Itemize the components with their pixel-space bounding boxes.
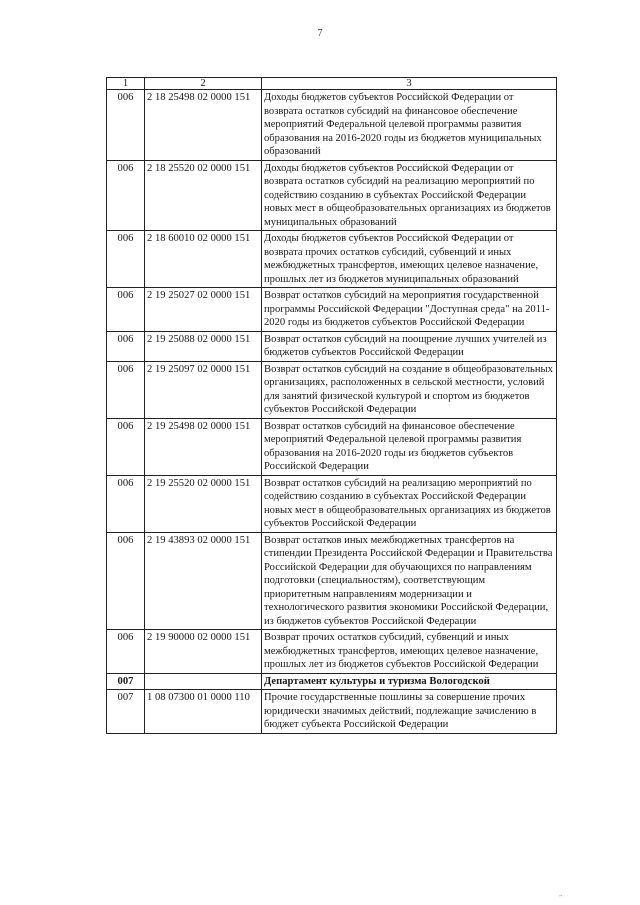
table-row: [107, 231, 557, 288]
admin-code-cell: 006: [107, 630, 145, 674]
table-row: [107, 361, 557, 418]
page-number: 7: [317, 28, 323, 39]
budget-code-cell: 2 19 90000 02 0000 151: [145, 630, 262, 674]
admin-code-cell: 006: [107, 288, 145, 332]
budget-code-cell: 2 19 43893 02 0000 151: [145, 532, 262, 630]
budget-code-cell: 2 19 25520 02 0000 151: [145, 475, 262, 532]
description-cell: Возврат остатков субсидий на реализацию мероприятий по содействию созданию в субъектах Российской Федерации новых мест в общеобразовательных организациях из бюджетов субъектов Российской Федерации: [262, 475, 557, 532]
table-header-row: [107, 78, 557, 90]
table-row: [107, 90, 557, 161]
admin-code-cell: 006: [107, 231, 145, 288]
admin-code-cell: 006: [107, 160, 145, 231]
table-row: [107, 673, 557, 690]
admin-code-cell: 006: [107, 90, 145, 161]
description-cell: Возврат прочих остатков субсидий, субвенций и иных межбюджетных трансфертов, имеющих целевое назначение, прошлых лет из бюджетов субъектов Российской Федерации: [262, 630, 557, 674]
admin-code-cell: 007: [107, 673, 145, 690]
budget-code-cell: 1 08 07300 01 0000 110: [145, 690, 262, 734]
table-body: [107, 90, 557, 734]
budget-code-cell: 2 19 25097 02 0000 151: [145, 361, 262, 418]
budget-code-cell: [145, 673, 262, 690]
table-row: [107, 475, 557, 532]
table-row: [107, 160, 557, 231]
description-cell: Доходы бюджетов субъектов Российской Федерации от возврата прочих остатков субсидий, субвенций и иных межбюджетных трансфертов, имеющих целевое назначение, прошлых лет из бюджетов муниципальных образований: [262, 231, 557, 288]
admin-code-cell: 006: [107, 331, 145, 361]
description-cell: Возврат остатков иных межбюджетных трансфертов на стипендии Президента Российской Федерации и Правительства Российской Федерации для обучающихся по направлениям подготовки (специальностям), соответствующим приоритетным направлениям модернизации и технологического развития экономики Российской Федерации, из бюджетов субъектов Российской Федерации: [262, 532, 557, 630]
description-cell: Возврат остатков субсидий на финансовое обеспечение мероприятий Федеральной целевой программы развития образования на 2016-2020 годы из бюджетов субъектов Российской Федерации: [262, 418, 557, 475]
table-row: [107, 288, 557, 332]
budget-code-cell: 2 19 25088 02 0000 151: [145, 331, 262, 361]
header-col-1: 1: [107, 78, 145, 90]
table-row: [107, 331, 557, 361]
description-cell: Возврат остатков субсидий на создание в общеобразовательных организациях, расположенных в сельской местности, условий для занятий физической культурой и спортом из бюджетов субъектов Российской Федерации: [262, 361, 557, 418]
admin-code-cell: 006: [107, 532, 145, 630]
budget-code-cell: 2 19 25498 02 0000 151: [145, 418, 262, 475]
header-col-3: 3: [262, 78, 557, 90]
description-cell: Возврат остатков субсидий на мероприятия государственной программы Российской Федерации "Доступная среда" на 2011-2020 годы из бюджетов субъектов Российской Федерации: [262, 288, 557, 332]
admin-code-cell: 006: [107, 475, 145, 532]
admin-code-cell: 007: [107, 690, 145, 734]
admin-code-cell: 006: [107, 418, 145, 475]
description-cell: Возврат остатков субсидий на поощрение лучших учителей из бюджетов субъектов Российской Федерации: [262, 331, 557, 361]
budget-code-cell: 2 19 25027 02 0000 151: [145, 288, 262, 332]
description-cell: Доходы бюджетов субъектов Российской Федерации от возврата остатков субсидий на реализацию мероприятий по содействию созданию в субъектах Российской Федерации новых мест в общеобразовательных организациях из бюджетов муниципальных образований: [262, 160, 557, 231]
table-row: [107, 532, 557, 630]
table-row: [107, 418, 557, 475]
budget-code-cell: 2 18 60010 02 0000 151: [145, 231, 262, 288]
description-cell: Доходы бюджетов субъектов Российской Федерации от возврата остатков субсидий на финансовое обеспечение мероприятий Федеральной целевой программы развития образования на 2016-2020 годы из бюджетов муниципальных образований: [262, 90, 557, 161]
budget-code-cell: 2 18 25498 02 0000 151: [145, 90, 262, 161]
header-col-2: 2: [145, 78, 262, 90]
budget-code-cell: 2 18 25520 02 0000 151: [145, 160, 262, 231]
table-row: [107, 690, 557, 734]
admin-code-cell: 006: [107, 361, 145, 418]
description-cell: Прочие государственные пошлины за совершение прочих юридически значимых действий, подлежащие зачислению в бюджет субъекта Российской Федерации: [262, 690, 557, 734]
table-row: [107, 630, 557, 674]
budget-codes-table: [106, 77, 557, 734]
description-cell: Департамент культуры и туризма Вологодской: [262, 673, 557, 690]
corner-mark: ʹʹ: [559, 895, 562, 901]
